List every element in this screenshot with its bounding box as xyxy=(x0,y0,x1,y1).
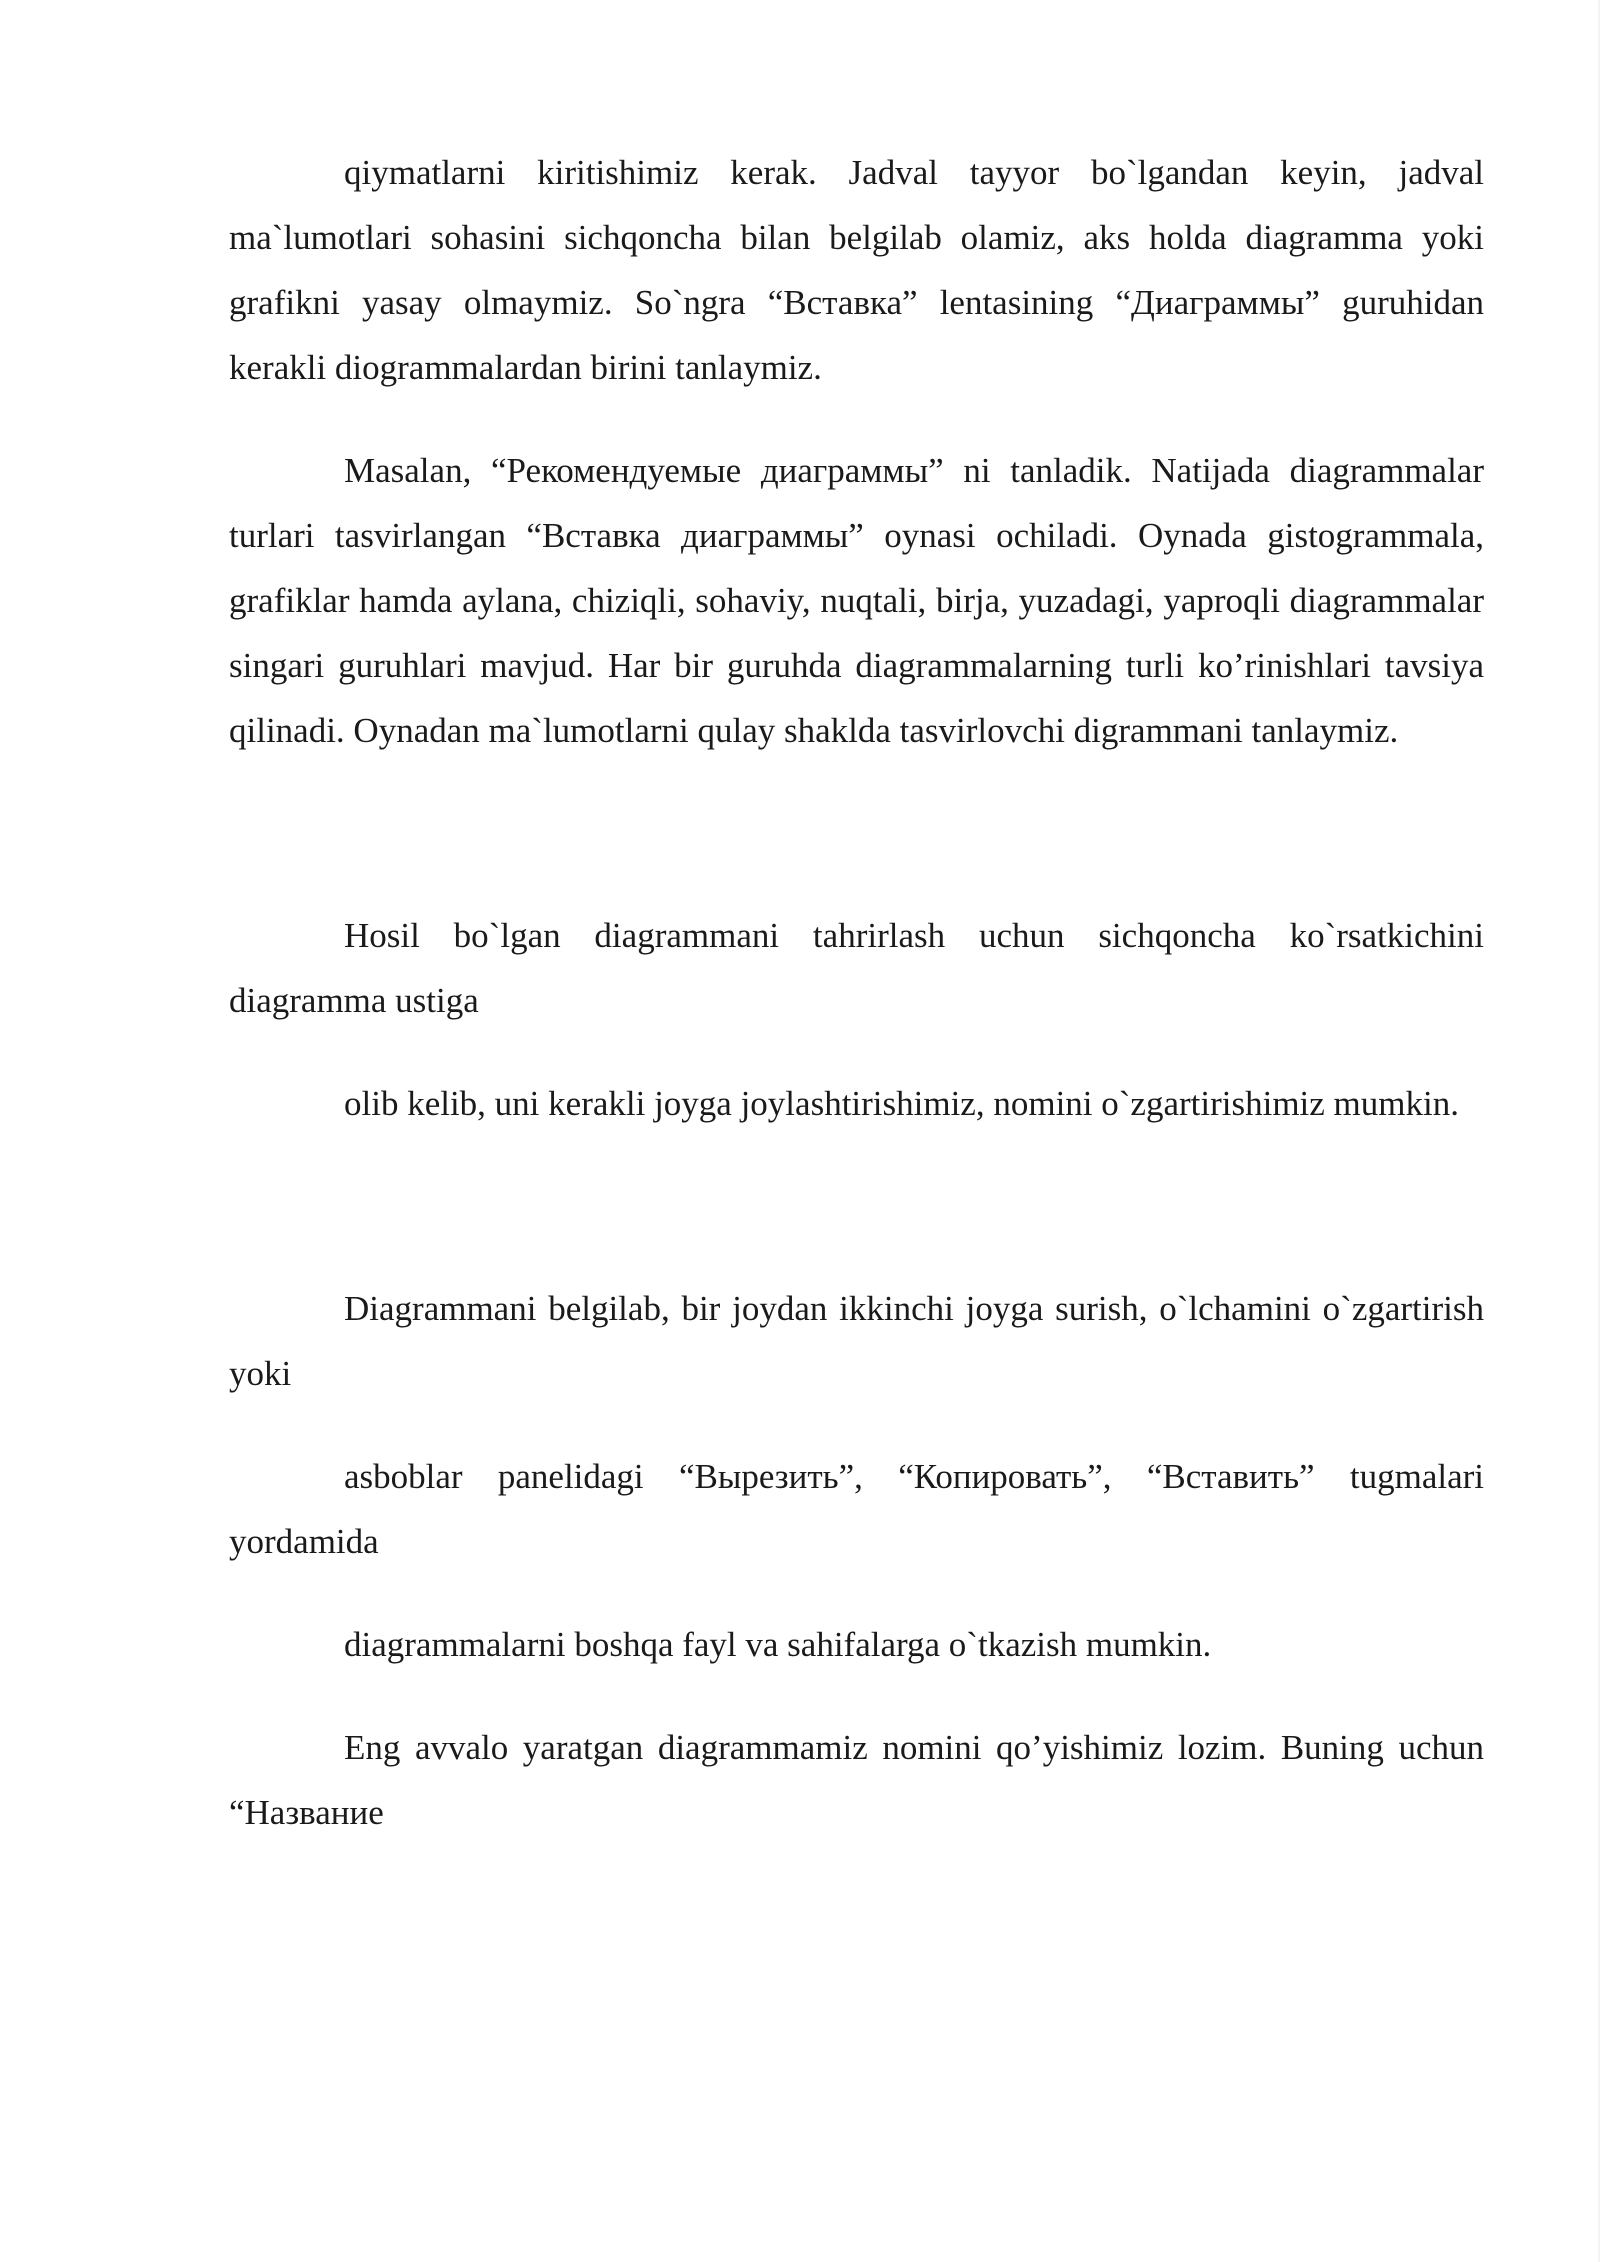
paragraph-editing-chart: Hosil bo`lgan diagrammani tahrirlash uchun sichqoncha ko`rsatkichini diagramma ustiga xyxy=(229,916,1484,1020)
paragraph-toolbar-buttons: asboblar panelidagi “Вырезить”, “Копировать”, “Вставить” tugmalari yordamida xyxy=(229,1457,1484,1561)
paragraph-select-resize: Diagrammani belgilab, bir joydan ikkinchi joyga surish, o`lchamini o`zgartirish yoki xyxy=(229,1289,1484,1393)
paragraph-recommended-charts: Masalan, “Рекомендуемые диаграммы” ni tanladik. Natijada diagrammalar turlari tasvirlangan “Вставка диаграммы” oynasi ochiladi. Oynada gistogrammala, grafiklar hamda aylana, chiziqli, sohaviy, nuqtali, birja, yuzadagi, yaproqli diagrammalar singari guruhlari mavjud. Har bir guruhda diagrammalarning turli ko’rinishlari tavsiya qilinadi. Oynadan ma`lumotlarni qulay shaklda tasvirlovchi digrammani tanlaymiz. xyxy=(229,451,1484,750)
paragraph-transfer-charts: diagrammalarni boshqa fayl va sahifalarga o`tkazish mumkin. xyxy=(344,1625,1212,1664)
paragraph-chart-title: Eng avvalo yaratgan diagrammamiz nomini qo’yishimiz lozim. Buning uchun “Название xyxy=(229,1728,1484,1832)
paragraph-move-rename: olib kelib, uni kerakli joyga joylashtirishimiz, nomini o`zgartirishimiz mumkin. xyxy=(344,1084,1459,1123)
paragraph-chart-creation-steps: qiymatlarni kiritishimiz kerak. Jadval tayyor bo`lgandan keyin, jadval ma`lumotlari sohasini sichqoncha bilan belgilab olamiz, aks holda diagramma yoki grafikni yasay olmaymiz. So`ngra “Вставка” lentasining “Диаграммы” guruhidan kerakli diogrammalardan birini tanlaymiz. xyxy=(229,153,1484,387)
body-text xyxy=(229,140,1484,1845)
